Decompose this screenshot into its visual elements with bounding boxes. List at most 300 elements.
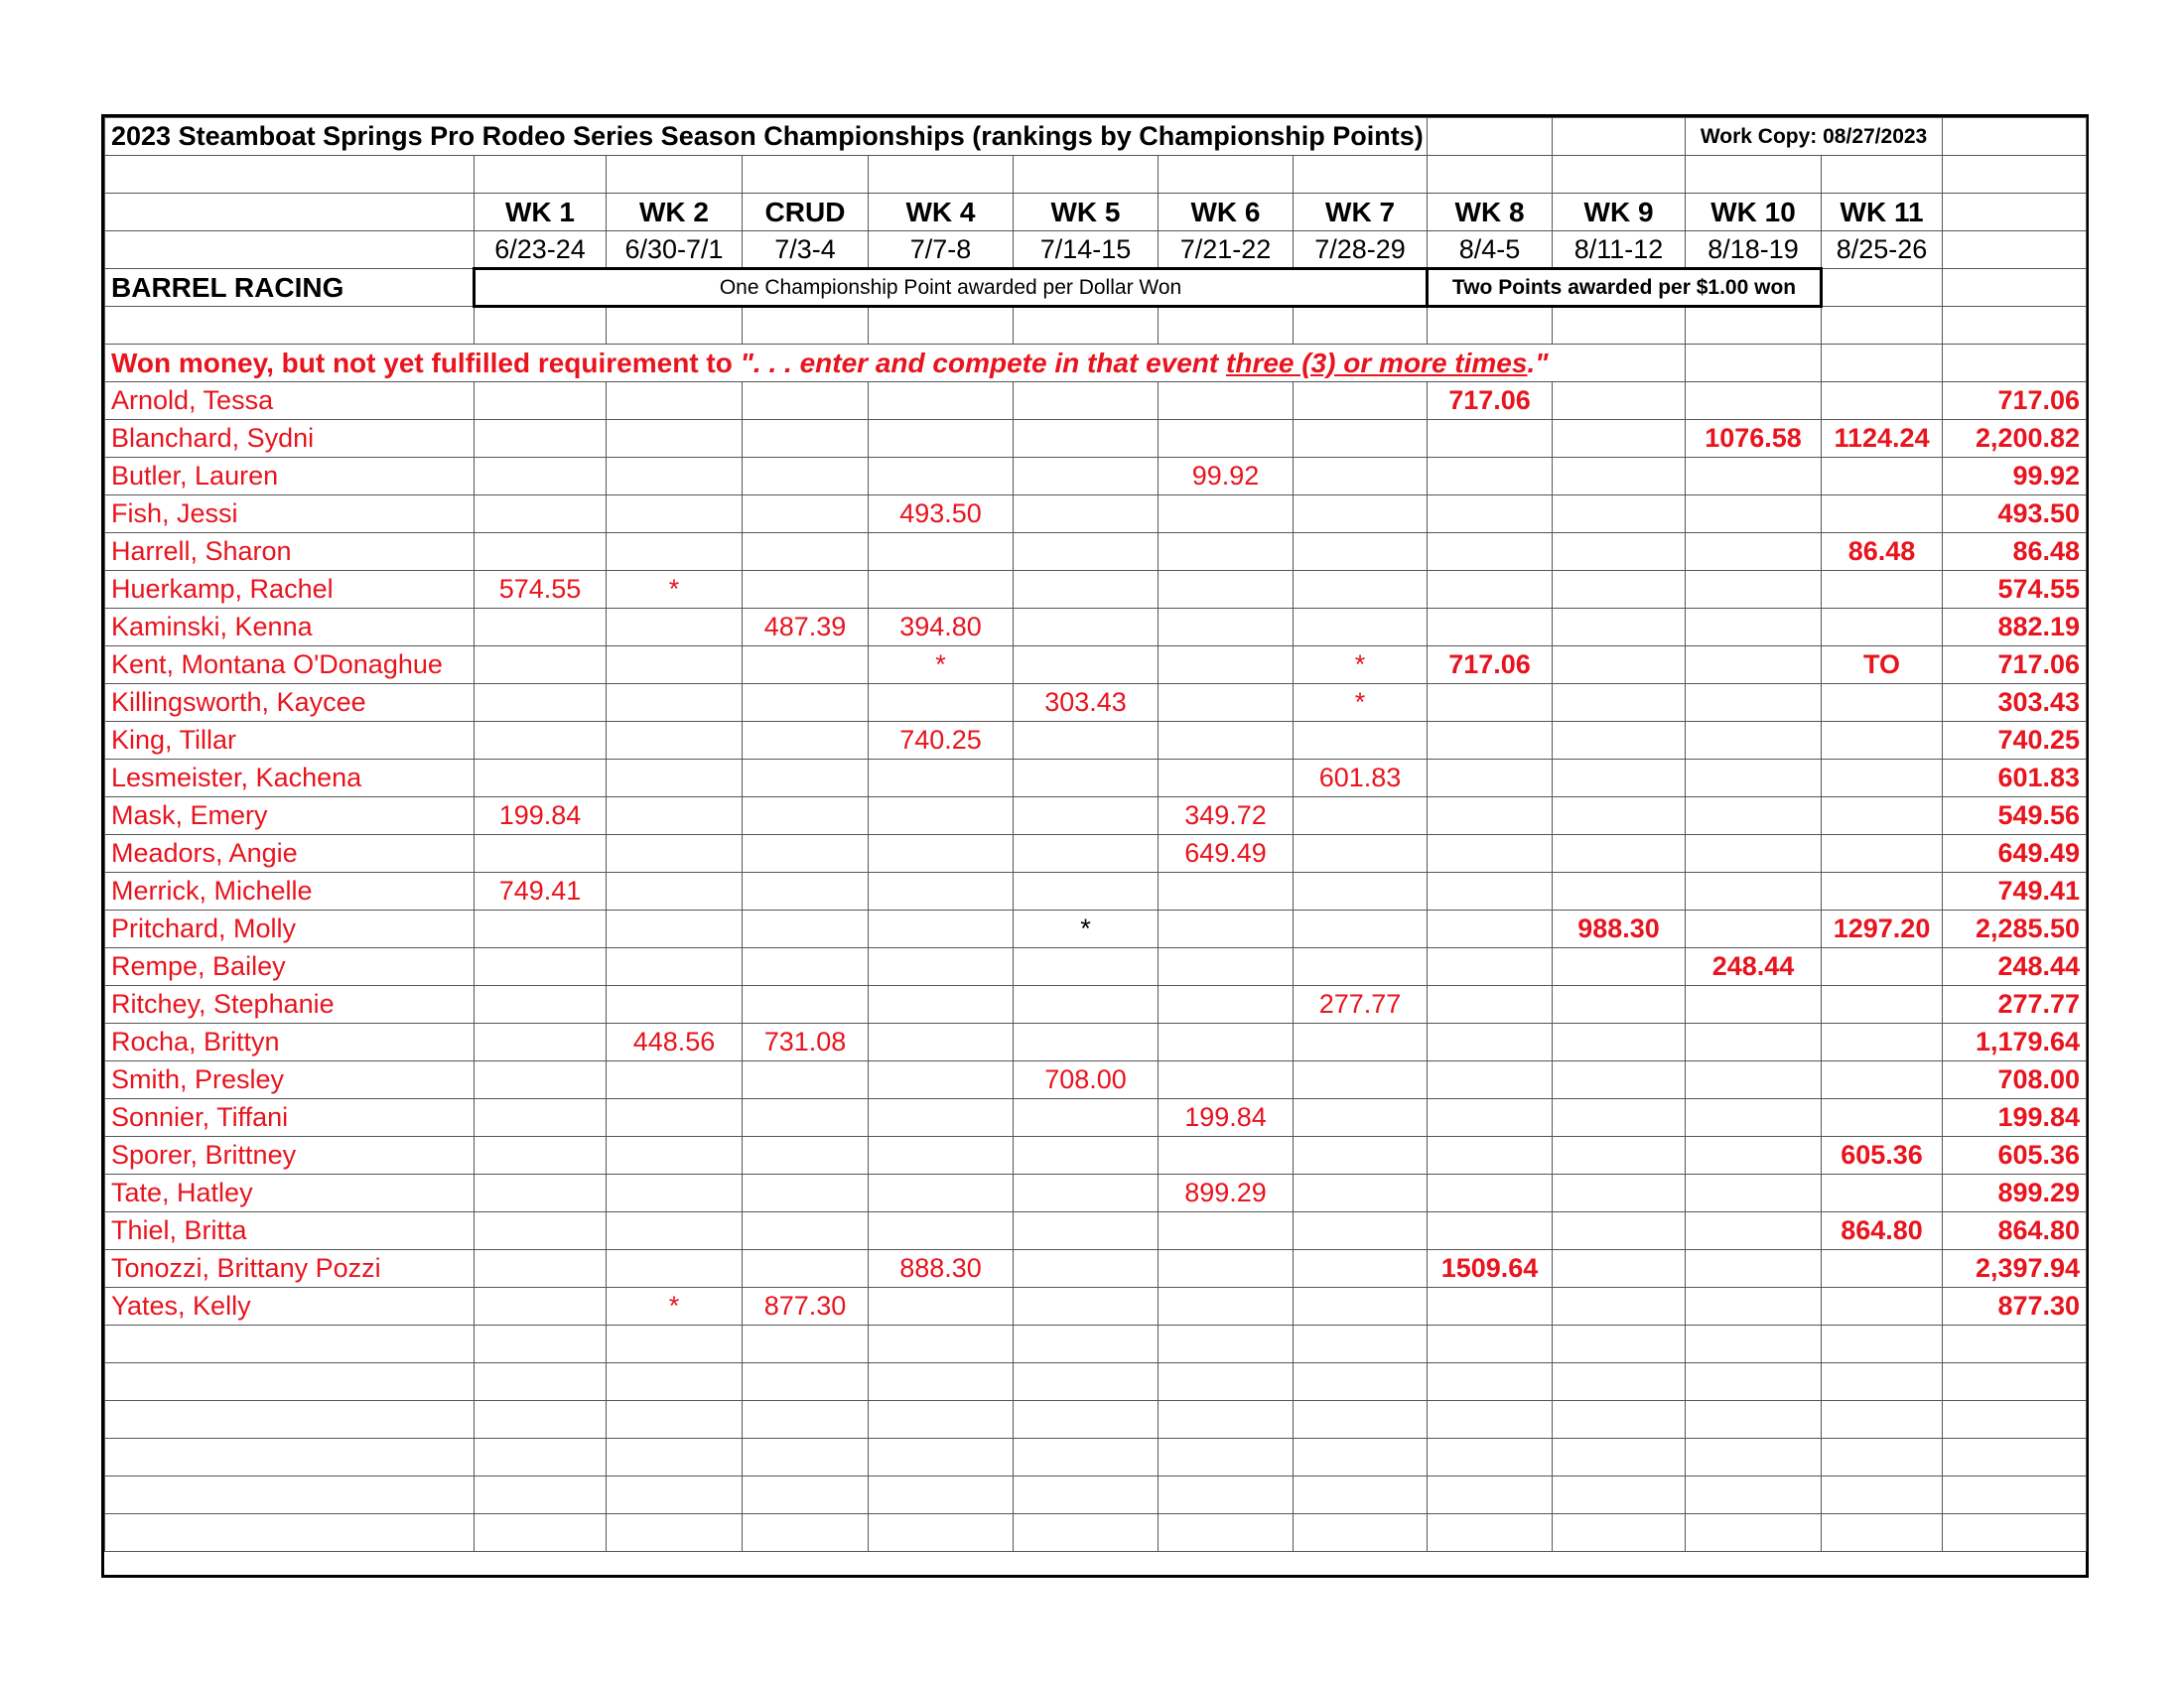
points-cell [475,948,607,986]
contestant-name: Kent, Montana O'Donaghue [105,646,475,684]
points-cell [869,1061,1014,1099]
points-cell [1294,571,1428,609]
table-row [105,382,2087,420]
points-cell [1822,684,1943,722]
points-cell [869,458,1014,495]
table-row [105,1024,2087,1061]
table-row [105,1288,2087,1326]
points-note-two: Two Points awarded per $1.00 won [1428,269,1822,307]
points-cell [1159,1288,1294,1326]
points-cell [607,458,743,495]
points-cell [1294,835,1428,873]
contestant-name: Sonnier, Tiffani [105,1099,475,1137]
points-cell [1014,722,1159,760]
contestant-name: Smith, Presley [105,1061,475,1099]
points-cell [1014,609,1159,646]
table-row [105,458,2087,495]
points-cell: 899.29 [1159,1175,1294,1212]
points-cell [1294,458,1428,495]
points-cell [743,571,869,609]
points-cell [1686,1137,1822,1175]
points-cell [1686,382,1822,420]
points-cell [607,533,743,571]
contestant-name: Meadors, Angie [105,835,475,873]
points-cell [1686,1061,1822,1099]
table-row [105,1175,2087,1212]
table-row [105,835,2087,873]
points-cell [1294,948,1428,986]
table-row [105,684,2087,722]
points-cell [1428,911,1553,948]
table-row [105,420,2087,458]
points-cell [1014,1024,1159,1061]
week-header: WK 1 [475,194,607,231]
points-cell [1686,495,1822,533]
points-cell: 303.43 [1014,684,1159,722]
points-cell [475,1175,607,1212]
points-cell [743,1099,869,1137]
points-cell [475,760,607,797]
total-points: 649.49 [1943,835,2087,873]
points-cell [869,1175,1014,1212]
table-row [105,986,2087,1024]
points-cell: 864.80 [1822,1212,1943,1250]
contestant-name: Tate, Hatley [105,1175,475,1212]
week-date: 7/7-8 [869,231,1014,269]
points-cell [607,722,743,760]
total-points: 303.43 [1943,684,2087,722]
points-cell [1686,760,1822,797]
week-header: WK 7 [1294,194,1428,231]
points-cell: 493.50 [869,495,1014,533]
points-cell [1553,948,1686,986]
points-cell [607,684,743,722]
points-cell [869,835,1014,873]
table-row [105,797,2087,835]
total-points: 708.00 [1943,1061,2087,1099]
points-cell [1014,382,1159,420]
points-cell [1553,986,1686,1024]
total-points: 493.50 [1943,495,2087,533]
requirement-warning [105,345,1686,382]
empty-row [105,1439,2087,1477]
points-cell [607,420,743,458]
week-header: WK 9 [1553,194,1686,231]
week-header: WK 5 [1014,194,1159,231]
points-cell [475,495,607,533]
table-row [105,1099,2087,1137]
points-cell [1822,722,1943,760]
blank-row [105,307,2087,345]
points-cell [1428,722,1553,760]
points-cell [1428,1024,1553,1061]
table-row [105,609,2087,646]
points-cell [1686,458,1822,495]
points-cell: 649.49 [1159,835,1294,873]
points-cell [1294,609,1428,646]
points-cell [743,646,869,684]
total-points: 2,200.82 [1943,420,2087,458]
points-cell [607,911,743,948]
points-cell [607,1061,743,1099]
points-cell: 605.36 [1822,1137,1943,1175]
points-cell [1428,835,1553,873]
points-cell [869,1288,1014,1326]
week-header: WK 4 [869,194,1014,231]
points-cell [607,609,743,646]
points-cell: 1076.58 [1686,420,1822,458]
warning-underlined: three (3) or more times [1226,347,1528,378]
week-date: 6/23-24 [475,231,607,269]
points-cell: 86.48 [1822,533,1943,571]
table-row [105,873,2087,911]
points-cell: 277.77 [1294,986,1428,1024]
points-cell [1686,1024,1822,1061]
total-points: 99.92 [1943,458,2087,495]
points-cell [1014,986,1159,1024]
week-date: 7/14-15 [1014,231,1159,269]
week-date: 8/11-12 [1553,231,1686,269]
entry-marker: * [1014,911,1159,948]
contestant-name: Rempe, Bailey [105,948,475,986]
contestant-name: Tonozzi, Brittany Pozzi [105,1250,475,1288]
contestant-name: Huerkamp, Rachel [105,571,475,609]
points-cell [1159,1137,1294,1175]
points-cell [1553,684,1686,722]
contestant-name: King, Tillar [105,722,475,760]
table-row [105,495,2087,533]
points-cell [1686,911,1822,948]
points-cell [869,797,1014,835]
points-cell [1553,1024,1686,1061]
points-cell [1159,646,1294,684]
contestant-name: Arnold, Tessa [105,382,475,420]
points-cell [1428,1099,1553,1137]
points-cell [607,1137,743,1175]
points-cell [475,458,607,495]
points-cell [1428,1212,1553,1250]
points-cell [607,948,743,986]
points-cell [1553,1137,1686,1175]
page-title: 2023 Steamboat Springs Pro Rodeo Series Season Championships (rankings by Championship Points) [105,118,1428,156]
points-cell [1159,495,1294,533]
points-cell [743,948,869,986]
points-cell [1822,986,1943,1024]
points-cell [1822,382,1943,420]
points-cell [743,1061,869,1099]
points-cell [743,458,869,495]
week-header: WK 2 [607,194,743,231]
points-cell [1159,609,1294,646]
points-cell [1428,420,1553,458]
total-points: 717.06 [1943,646,2087,684]
points-cell [869,948,1014,986]
points-cell [1294,382,1428,420]
points-cell [1686,986,1822,1024]
points-cell [1553,1288,1686,1326]
points-cell [1294,533,1428,571]
points-cell [869,571,1014,609]
points-cell: 199.84 [1159,1099,1294,1137]
points-cell [1553,646,1686,684]
entry-marker: * [1294,684,1428,722]
points-cell: 99.92 [1159,458,1294,495]
points-cell [607,1175,743,1212]
week-date: 8/18-19 [1686,231,1822,269]
points-cell [1428,533,1553,571]
points-note-one: One Championship Point awarded per Dollar Won [475,269,1428,307]
points-cell [1822,797,1943,835]
points-cell [607,797,743,835]
total-points: 574.55 [1943,571,2087,609]
event-row [105,269,2087,307]
points-cell [1014,646,1159,684]
points-cell: 248.44 [1686,948,1822,986]
points-cell [743,1175,869,1212]
week-header-row [105,194,2087,231]
points-cell: 1509.64 [1428,1250,1553,1288]
points-cell [1822,948,1943,986]
points-cell [743,911,869,948]
points-cell [1294,1250,1428,1288]
points-cell: 731.08 [743,1024,869,1061]
points-cell [1014,1212,1159,1250]
event-name: BARREL RACING [105,269,475,307]
warning-quote-close: ." [1527,347,1549,378]
table-row [105,948,2087,986]
points-cell [1159,760,1294,797]
points-cell [475,1061,607,1099]
points-cell: 888.30 [869,1250,1014,1288]
standings-table [104,117,2087,1552]
points-cell [1553,1175,1686,1212]
total-points: 740.25 [1943,722,2087,760]
points-cell: 1124.24 [1822,420,1943,458]
points-cell: 749.41 [475,873,607,911]
total-points: 601.83 [1943,760,2087,797]
points-cell [1014,571,1159,609]
points-cell [1294,1099,1428,1137]
total-points: 864.80 [1943,1212,2087,1250]
points-cell [1553,609,1686,646]
points-cell [1428,495,1553,533]
points-cell [1159,948,1294,986]
points-cell [475,1288,607,1326]
points-cell: 199.84 [475,797,607,835]
points-cell [607,1212,743,1250]
points-cell [869,382,1014,420]
week-date: 8/25-26 [1822,231,1943,269]
total-points: 899.29 [1943,1175,2087,1212]
points-cell [1553,1061,1686,1099]
points-cell: 349.72 [1159,797,1294,835]
points-cell [1014,420,1159,458]
work-copy-date: Work Copy: 08/27/2023 [1686,118,1943,156]
points-cell [743,533,869,571]
total-points: 2,285.50 [1943,911,2087,948]
points-cell [1014,1137,1159,1175]
points-cell [475,1212,607,1250]
points-cell [743,797,869,835]
week-header: WK 10 [1686,194,1822,231]
points-cell [475,533,607,571]
points-cell [1822,458,1943,495]
points-cell [607,873,743,911]
points-cell [743,1250,869,1288]
points-cell [1294,722,1428,760]
table-row [105,1061,2087,1099]
contestant-name: Butler, Lauren [105,458,475,495]
week-header: WK 8 [1428,194,1553,231]
points-cell [1553,382,1686,420]
points-cell [869,533,1014,571]
points-cell [1428,571,1553,609]
table-row [105,760,2087,797]
points-cell [869,986,1014,1024]
total-points: 549.56 [1943,797,2087,835]
total-points: 277.77 [1943,986,2087,1024]
contestant-name: Blanchard, Sydni [105,420,475,458]
time-out-marker: TO [1822,646,1943,684]
points-cell [607,1250,743,1288]
empty-row [105,1477,2087,1514]
week-date: 8/4-5 [1428,231,1553,269]
total-points: 248.44 [1943,948,2087,986]
points-cell [1553,760,1686,797]
points-cell [1428,1288,1553,1326]
table-row [105,1137,2087,1175]
points-cell [1428,609,1553,646]
points-cell [743,722,869,760]
points-cell [1294,1212,1428,1250]
points-cell [475,986,607,1024]
points-cell [1822,873,1943,911]
points-cell [1686,646,1822,684]
points-cell [1553,1212,1686,1250]
warning-quote: ". . . enter and compete in that event [740,347,1227,378]
points-cell [743,382,869,420]
empty-row [105,1401,2087,1439]
points-cell [1014,495,1159,533]
week-date: 7/21-22 [1159,231,1294,269]
points-cell [869,1137,1014,1175]
points-cell [1822,1175,1943,1212]
points-cell [1294,1288,1428,1326]
points-cell [1159,533,1294,571]
points-cell [475,1137,607,1175]
points-cell [1553,533,1686,571]
points-cell [869,911,1014,948]
points-cell [1014,1175,1159,1212]
points-cell [1822,835,1943,873]
points-cell [1553,722,1686,760]
points-cell [1014,1250,1159,1288]
points-cell [1428,760,1553,797]
points-cell [1014,1099,1159,1137]
points-cell [607,495,743,533]
points-cell [743,420,869,458]
points-cell [475,1250,607,1288]
points-cell [869,1024,1014,1061]
points-cell [607,760,743,797]
date-row [105,231,2087,269]
entry-marker: * [607,571,743,609]
points-cell [475,420,607,458]
points-cell [607,835,743,873]
points-cell [475,684,607,722]
points-cell [1686,722,1822,760]
contestant-name: Harrell, Sharon [105,533,475,571]
points-cell [1014,873,1159,911]
points-cell [1014,760,1159,797]
points-cell [475,835,607,873]
points-cell [475,1024,607,1061]
contestant-name: Sporer, Brittney [105,1137,475,1175]
points-cell [1428,873,1553,911]
points-cell [1553,1099,1686,1137]
table-row [105,533,2087,571]
points-cell [869,1099,1014,1137]
points-cell [1686,684,1822,722]
points-cell [1553,835,1686,873]
points-cell [1822,495,1943,533]
table-row [105,646,2087,684]
empty-row [105,1326,2087,1363]
week-date: 7/3-4 [743,231,869,269]
points-cell [1553,495,1686,533]
points-cell [607,1099,743,1137]
points-cell [1428,684,1553,722]
points-cell: 988.30 [1553,911,1686,948]
points-cell [743,873,869,911]
contestant-name: Killingsworth, Kaycee [105,684,475,722]
points-cell: 717.06 [1428,382,1553,420]
standings-sheet [101,114,2089,1578]
points-cell [1686,1099,1822,1137]
total-points: 882.19 [1943,609,2087,646]
points-cell [1159,722,1294,760]
points-cell [743,684,869,722]
points-cell [1428,948,1553,986]
points-cell [1159,382,1294,420]
total-points: 749.41 [1943,873,2087,911]
points-cell: 717.06 [1428,646,1553,684]
points-cell [1686,571,1822,609]
points-cell [743,760,869,797]
points-cell [1294,1024,1428,1061]
points-cell [1822,1024,1943,1061]
points-cell [1822,1288,1943,1326]
points-cell [743,986,869,1024]
points-cell: 448.56 [607,1024,743,1061]
points-cell: 574.55 [475,571,607,609]
contestant-name: Mask, Emery [105,797,475,835]
points-cell [869,420,1014,458]
points-cell [1159,1250,1294,1288]
points-cell [475,382,607,420]
contestant-name: Fish, Jessi [105,495,475,533]
points-cell [1428,1175,1553,1212]
total-points: 877.30 [1943,1288,2087,1326]
points-cell [1294,1175,1428,1212]
contestant-name: Ritchey, Stephanie [105,986,475,1024]
empty-row [105,1363,2087,1401]
points-cell [1686,533,1822,571]
points-cell [1159,911,1294,948]
empty-row [105,1514,2087,1552]
points-cell [1822,571,1943,609]
points-cell [1159,1024,1294,1061]
